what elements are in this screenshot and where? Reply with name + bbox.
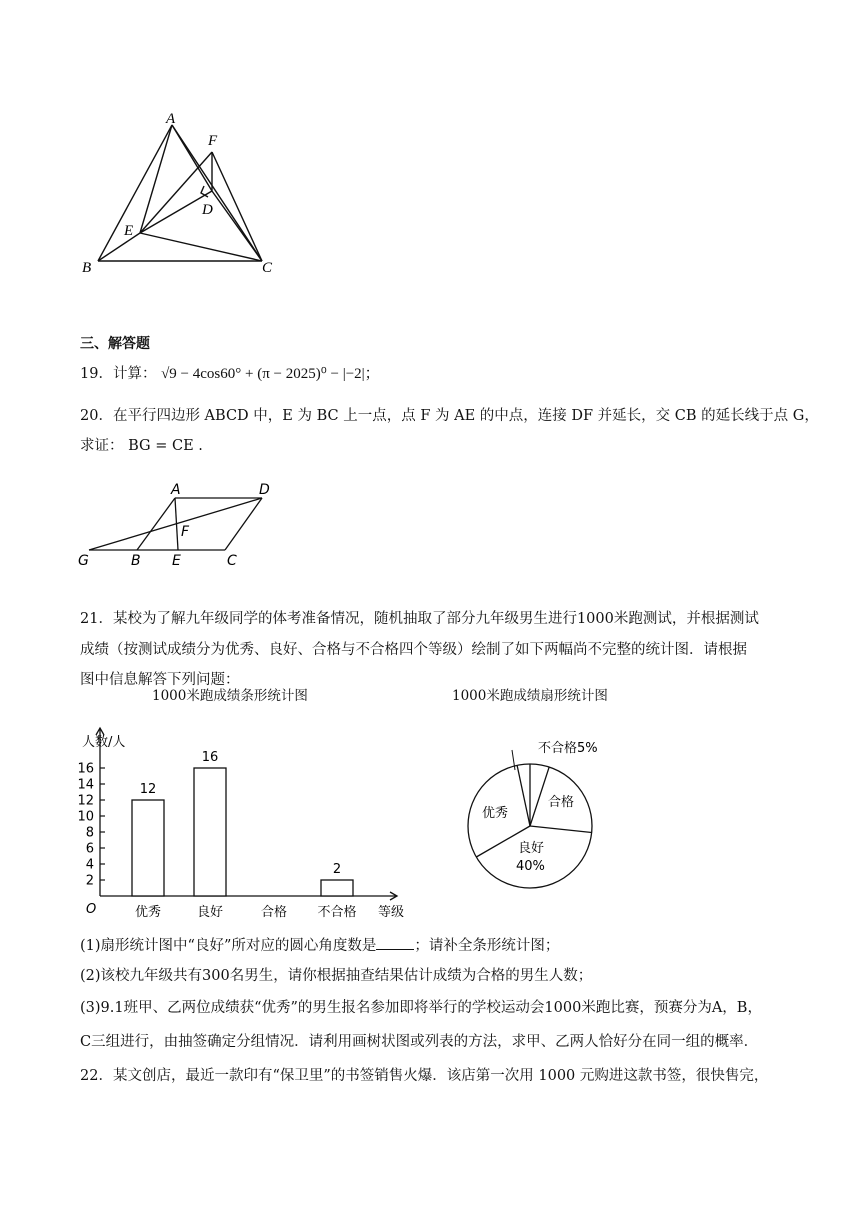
- q20-line2: 求证： BG = CE .: [80, 438, 203, 454]
- pie-slice-divider: [530, 826, 592, 832]
- bar-chart: [72, 722, 422, 922]
- y-tick-label: 12: [77, 793, 94, 809]
- pie-label-good-percent: 40%: [516, 859, 545, 874]
- bar-value-label: 16: [201, 750, 219, 765]
- label-D: D: [259, 482, 270, 498]
- bar: [321, 880, 353, 896]
- y-tick-label: 6: [85, 841, 94, 857]
- x-category-label: 优秀: [134, 905, 162, 920]
- label-B: B: [82, 260, 92, 276]
- bar-ylabel: 人数/人: [82, 735, 126, 750]
- y-tick-label: 10: [77, 809, 94, 825]
- bar-xlabel: 等级: [378, 905, 405, 920]
- label-C: C: [227, 553, 237, 569]
- bar: [194, 768, 226, 896]
- label-E: E: [124, 223, 134, 239]
- geometry-figure-2: [75, 478, 285, 570]
- x-category-label: 良好: [196, 905, 224, 920]
- label-C: C: [262, 260, 273, 276]
- q21-line2: 成绩（按测试成绩分为优秀、良好、合格与不合格四个等级）绘制了如下两幅尚不完整的统计图．请根据: [80, 642, 747, 658]
- q21-sub3-line1: (3)9.1班甲、乙两位成绩获“优秀”的男生报名参加即将举行的学校运动会1000米跑比赛，预赛分为A，B，: [80, 1000, 762, 1016]
- label-F: F: [208, 133, 218, 149]
- pie-slice-divider: [530, 767, 549, 826]
- bar: [132, 800, 164, 896]
- pie-label-excellent: 优秀: [482, 806, 509, 821]
- q21-line1: 21．某校为了解九年级同学的体考准备情况，随机抽取了部分九年级男生进行1000米跑测试，并根据测试: [80, 611, 759, 627]
- label-F: F: [181, 524, 190, 540]
- y-tick-label: 14: [77, 777, 94, 793]
- y-tick-label: 4: [85, 857, 94, 873]
- q20-line1: 20．在平行四边形 ABCD 中，E 为 BC 上一点，点 F 为 AE 的中点，连接 DF 并延长，交 CB 的延长线于点 G，: [80, 408, 819, 424]
- q19-text: 计算：: [112, 366, 157, 382]
- q21-line3: 图中信息解答下列问题：: [80, 672, 240, 688]
- label-E: E: [172, 553, 181, 569]
- q19-formula: √9 − 4cos60° + (π − 2025)⁰ − |−2|；: [161, 366, 380, 382]
- pie-label-unqualified: 不合格5%: [538, 741, 598, 756]
- answer-blank[interactable]: [376, 937, 414, 950]
- q21-sub1-text-after: ；请补全条形统计图；: [414, 938, 560, 954]
- y-tick-label: 8: [85, 825, 94, 841]
- label-G: G: [78, 553, 89, 569]
- q21-sub1-text: (1)扇形统计图中“良好”所对应的圆心角度数是: [80, 938, 377, 954]
- q21-sub1: [80, 937, 559, 954]
- label-B: B: [131, 553, 141, 569]
- bar-value-label: 12: [139, 782, 157, 797]
- pie-slice-divider: [517, 765, 530, 826]
- label-A: A: [171, 482, 181, 498]
- x-category-label: 合格: [260, 905, 288, 920]
- geometry-figure-1: [70, 105, 290, 285]
- label-D: D: [202, 202, 213, 218]
- pie-chart: [460, 730, 620, 890]
- q21-sub3-line2: C三组进行，由抽签确定分组情况．请利用画树状图或列表的方法，求甲、乙两人恰好分在同一组的概率．: [80, 1034, 759, 1050]
- bar-chart-title: 1000米跑成绩条形统计图: [152, 688, 308, 704]
- q22-line1: 22．某文创店，最近一款印有“保卫里”的书签销售火爆．该店第一次用 1000 元购进这款书签，很快售完，: [80, 1068, 769, 1084]
- question-19: [80, 367, 380, 382]
- pie-label-good: 良好: [518, 841, 545, 856]
- label-A: A: [166, 111, 176, 127]
- q21-sub2: (2)该校九年级共有300名男生，请你根据抽查结果估计成绩为合格的男生人数；: [80, 968, 593, 984]
- bar-value-label: 2: [332, 862, 342, 877]
- pie-label-pass: 合格: [548, 795, 575, 810]
- x-category-label: 不合格: [317, 905, 357, 920]
- bar-origin-label: O: [86, 902, 97, 917]
- section-title: 三、解答题: [80, 336, 150, 352]
- q19-number: 19．: [80, 366, 113, 382]
- pie-chart-title: 1000米跑成绩扇形统计图: [452, 688, 608, 704]
- y-tick-label: 2: [85, 873, 94, 889]
- y-tick-label: 16: [77, 761, 94, 777]
